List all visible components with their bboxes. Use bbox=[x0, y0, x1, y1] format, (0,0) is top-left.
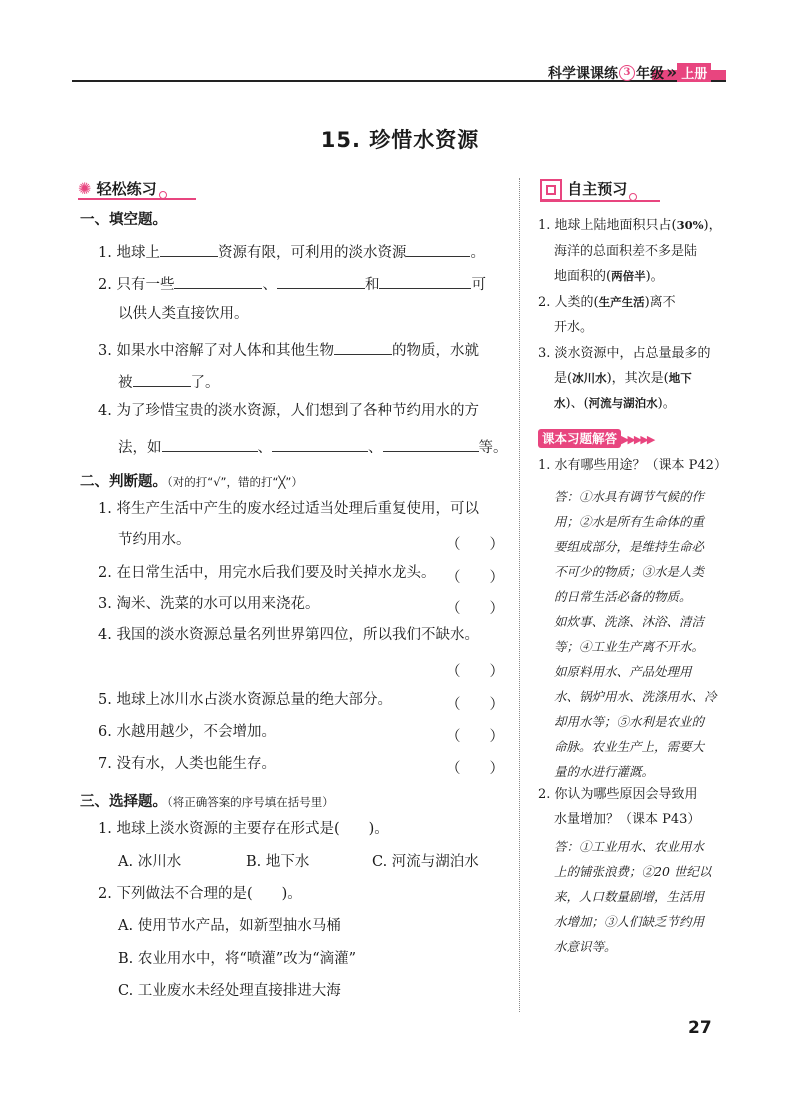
answer-line: 答：①工业用水、农业用水 bbox=[554, 839, 705, 854]
answer-blank[interactable] bbox=[277, 274, 365, 289]
answer-paren[interactable]: （ ） bbox=[446, 537, 504, 553]
tf-item-1-cont: 节约用水。 bbox=[118, 532, 191, 548]
q3-fill: 3. 如果水中溶解了对人体和其他生物 的物质，水就 bbox=[98, 340, 479, 359]
mc-q1-option-c: C. 河流与湖泊水 bbox=[372, 854, 479, 870]
mc-q2-option-b: B. 农业用水中，将“喷灌”改为“滴灌” bbox=[118, 951, 357, 967]
answer-q1-body bbox=[554, 484, 717, 784]
answer-line: 的日常生活必备的物质。 bbox=[554, 589, 692, 604]
section-badge-preview bbox=[540, 178, 637, 201]
running-header bbox=[548, 62, 711, 83]
column-divider bbox=[519, 178, 520, 1012]
answer-line: 等；④工业生产离不开水。 bbox=[554, 639, 705, 654]
preview-3-line2: 是(冰川水)，其次是(地下 bbox=[554, 371, 692, 386]
grade-number: 3 bbox=[619, 65, 635, 81]
answer-q2-body bbox=[554, 834, 711, 959]
answer-blank[interactable] bbox=[406, 242, 470, 257]
tf-item-6: 6. 水越用越少，不会增加。 bbox=[98, 724, 276, 740]
q1-fill: 1. 地球上 资源有限，可利用的淡水资源 。 bbox=[98, 242, 485, 261]
preview-3-line1: 3. 淡水资源中，占总量最多的 bbox=[538, 346, 711, 361]
answer-line: 却用水等；⑤水利是农业的 bbox=[554, 714, 705, 729]
answer-line: 命脉。农业生产上，需要大 bbox=[554, 739, 705, 754]
mc-q2: 2. 下列做法不合理的是( )。 bbox=[98, 886, 302, 902]
answer-line: 如原料用水、产品处理用 bbox=[554, 664, 692, 679]
tf-item-2: 2. 在日常生活中，用完水后我们要及时关掉水龙头。 bbox=[98, 565, 436, 581]
answer-q1-question: 1. 水有哪些用途？（课本 P42） bbox=[538, 458, 727, 473]
answer-line: 水增加；③人们缺乏节约用 bbox=[554, 914, 705, 929]
answer-paren[interactable]: （ ） bbox=[446, 729, 504, 745]
preview-3-line3: 水)、(河流与湖泊水)。 bbox=[554, 396, 676, 411]
preview-1-line2: 海洋的总面积差不多是陆 bbox=[554, 244, 698, 259]
answer-line: 如炊事、洗涤、沐浴、清洁 bbox=[554, 614, 705, 629]
tf-item-5: 5. 地球上冰川水占淡水资源总量的绝大部分。 bbox=[98, 692, 392, 708]
answer-blank[interactable] bbox=[162, 437, 258, 452]
section-badge-practice bbox=[78, 178, 167, 199]
series-name: 科学课课练 bbox=[548, 65, 618, 82]
preview-2-line1: 2. 人类的(生产生活)离不 bbox=[538, 295, 676, 310]
grade-label: 年级 bbox=[636, 65, 664, 82]
heading-multiple-choice: 三、选择题。（将正确答案的序号填在括号里） bbox=[80, 794, 334, 810]
answer-line: 要组成部分，是维持生命必 bbox=[554, 539, 705, 554]
section-underline bbox=[540, 200, 660, 202]
answer-paren[interactable]: （ ） bbox=[446, 664, 504, 680]
answer-blank[interactable] bbox=[272, 437, 368, 452]
answer-blank[interactable] bbox=[160, 242, 218, 257]
q2-fill-cont: 以供人类直接饮用。 bbox=[118, 306, 249, 322]
page-title: 15. 珍惜水资源 bbox=[320, 128, 480, 152]
q4-fill: 4. 为了珍惜宝贵的淡水资源，人们想到了各种节约用水的方 bbox=[98, 403, 479, 419]
double-chevron-icon: » bbox=[666, 62, 678, 83]
answer-line: 用；②水是所有生命体的重 bbox=[554, 514, 705, 529]
answer-line: 来，人口数量剧增，生活用 bbox=[554, 889, 705, 904]
answer-blank[interactable] bbox=[334, 340, 392, 355]
section-title-preview: 自主预习 bbox=[567, 180, 628, 198]
tf-item-1: 1. 将生产生活中产生的废水经过适当处理后重复使用，可以 bbox=[98, 501, 479, 517]
answer-q2-question-cont: 水量增加？（课本 P43） bbox=[554, 812, 701, 827]
answer-paren[interactable]: （ ） bbox=[446, 697, 504, 713]
section-badge-textbook bbox=[538, 428, 653, 447]
q4-fill-cont: 法，如 、 、 等。 bbox=[118, 437, 508, 456]
arrows-icon: ▶▶▶▶▶ bbox=[621, 433, 654, 446]
mc-q1-option-a: A. 冰川水 bbox=[118, 854, 182, 870]
preview-2-line2: 开水。 bbox=[554, 320, 594, 335]
q2-fill: 2. 只有一些 、 和 可 bbox=[98, 274, 486, 293]
answer-paren[interactable]: （ ） bbox=[446, 570, 504, 586]
answer-paren[interactable]: （ ） bbox=[446, 601, 504, 617]
tf-item-4: 4. 我国的淡水资源总量名列世界第四位，所以我们不缺水。 bbox=[98, 627, 479, 643]
mc-q1: 1. 地球上淡水资源的主要存在形式是( )。 bbox=[98, 821, 389, 837]
mc-q2-option-a: A. 使用节水产品，如新型抽水马桶 bbox=[118, 918, 341, 934]
preview-1-line1: 1. 地球上陆地面积只占(30%)， bbox=[538, 218, 722, 233]
section-title-practice: 轻松练习 bbox=[96, 180, 157, 198]
q3-fill-cont: 被 了。 bbox=[118, 372, 220, 391]
mc-q1-option-b: B. 地下水 bbox=[246, 854, 310, 870]
answer-line: 水、锅炉用水、洗涤用水、冷 bbox=[554, 689, 717, 704]
answer-blank[interactable] bbox=[174, 274, 262, 289]
answer-blank[interactable] bbox=[133, 372, 191, 387]
mc-q2-option-c: C. 工业废水未经处理直接排进大海 bbox=[118, 983, 341, 999]
square-icon bbox=[540, 179, 562, 201]
answer-line: 水意识等。 bbox=[554, 939, 617, 954]
answer-q2-question: 2. 你认为哪些原因会导致用 bbox=[538, 787, 698, 802]
answer-line: 不可少的物质；③水是人类 bbox=[554, 564, 705, 579]
section-title-textbook: 课本习题解答 bbox=[538, 429, 621, 448]
preview-1-line3: 地面积的(两倍半)。 bbox=[554, 269, 664, 284]
sun-icon: ✺ bbox=[78, 179, 92, 198]
tf-item-3: 3. 淘米、洗菜的水可以用来浇花。 bbox=[98, 596, 320, 612]
heading-true-false: 二、判断题。（对的打“√”，错的打“╳”） bbox=[80, 474, 303, 490]
answer-paren[interactable]: （ ） bbox=[446, 761, 504, 777]
section-underline bbox=[78, 198, 196, 200]
tf-item-7: 7. 没有水，人类也能生存。 bbox=[98, 756, 276, 772]
answer-line: 量的水进行灌溉。 bbox=[554, 764, 655, 779]
answer-line: 答：①水具有调节气候的作 bbox=[554, 489, 705, 504]
heading-fill-blank: 一、填空题。 bbox=[80, 212, 167, 228]
page-number: 27 bbox=[688, 1018, 712, 1038]
answer-blank[interactable] bbox=[379, 274, 471, 289]
volume-label: 上册 bbox=[677, 63, 711, 82]
answer-line: 上的铺张浪费；②20 世纪以 bbox=[554, 864, 712, 879]
answer-blank[interactable] bbox=[383, 437, 479, 452]
